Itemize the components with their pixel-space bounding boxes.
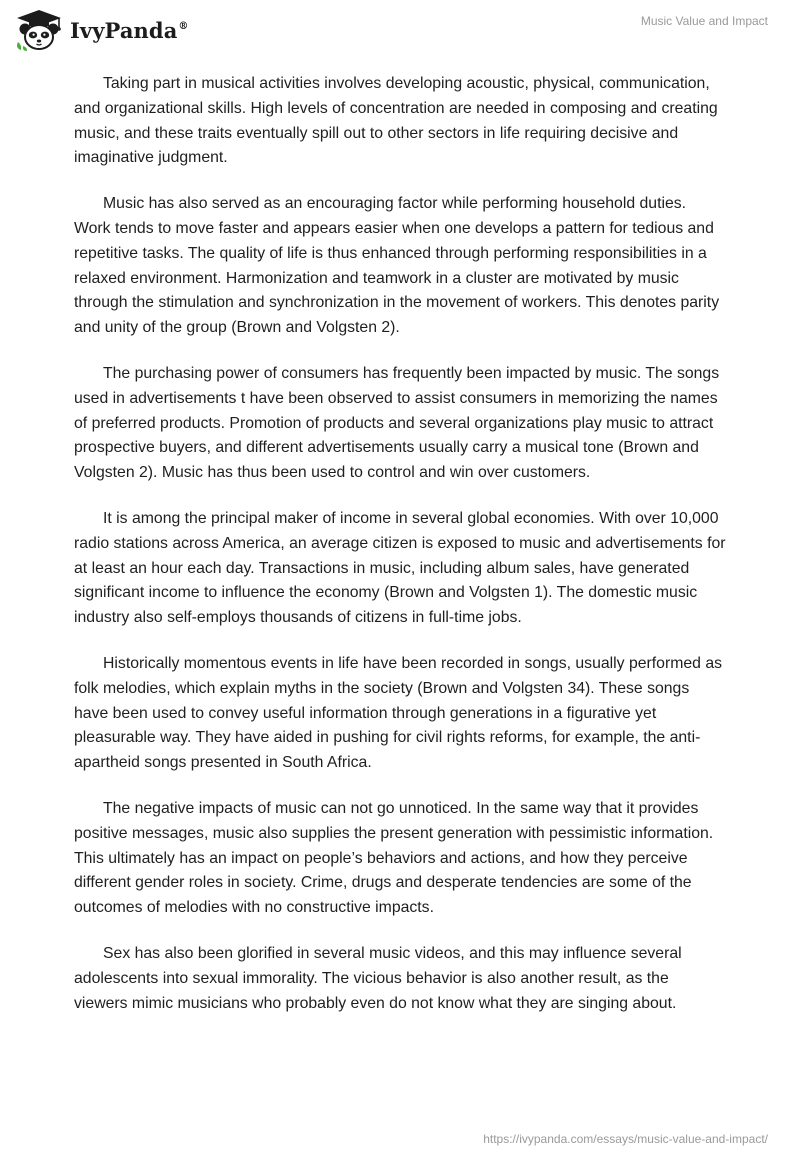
paragraph-2: Music has also served as an encouraging factor while performing household duties. Work tends to move faster and appears easier when one develops a pattern for tedious and repetitive tasks. The quality of life is thus enhanced through performing responsibilities in a relaxed environment. Harmonization and teamwork in a cluster are motivated by music through the stimulation and synchronization in the movement of workers. This denotes parity and unity of the group (Brown and Volgsten 2). <box>74 195 720 337</box>
essay-body <box>74 72 726 1037</box>
panda-graduation-icon <box>14 8 64 52</box>
paragraph-6: The negative impacts of music can not go unnoticed. In the same way that it provides positive messages, music also supplies the present generation with pessimistic information. This ultimately has an impact on people’s behaviors and actions, and how they perceive different gender roles in society. Crime, drugs and desperate tendencies are some of the outcomes of melodies with no constructive impacts. <box>74 799 714 917</box>
paragraph-4: It is among the principal maker of income in several global economies. With over 10,000 radio stations across America, an average citizen is exposed to music and advertisements for at least an hour each day. Transactions in music, including album sales, have generated significant income to influence the economy (Brown and Volgsten 1). The domestic music industry also self-employs thousands of citizens in full-time jobs. <box>74 509 726 627</box>
paragraph-3: The purchasing power of consumers has frequently been impacted by music. The songs used in advertisements t have been observed to assist consumers in memorizing the names of preferred products. Promotion of products and several organizations play music to attract prospective buyers, and different advertisements usually carry a musical tone (Brown and Volgsten 2). Music has thus been used to control and win over customers. <box>74 364 720 482</box>
logo-wordmark <box>70 18 189 43</box>
paragraph-5: Historically momentous events in life have been recorded in songs, usually performed as folk melodies, which explain myths in the society (Brown and Volgsten 34). These songs have been used to convey useful information through generations in a figurative yet pleasurable way. They have aided in pushing for civil rights reforms, for example, the anti-apartheid songs presented in South Africa. <box>74 654 723 772</box>
source-url-link[interactable]: https://ivypanda.com/essays/music-value-and-impact/ <box>483 1132 768 1146</box>
paragraph-7: Sex has also been glorified in several music videos, and this may influence several adolescents into sexual immorality. The vicious behavior is also another result, as the viewers mimic musicians who probably even do not know what they are singing about. <box>74 944 682 1012</box>
ivypanda-logo[interactable] <box>14 8 189 52</box>
page-header <box>0 0 800 70</box>
logo-text: IvyPanda <box>70 17 178 43</box>
registered-mark: ® <box>178 20 189 32</box>
running-title: Music Value and Impact <box>640 14 768 28</box>
paragraph-1: Taking part in musical activities involves developing acoustic, physical, communication, and organizational skills. High levels of concentration are needed in composing and creating music, and these traits eventually spill out to other sectors in life requiring decisive and imaginative judgment. <box>74 75 718 167</box>
